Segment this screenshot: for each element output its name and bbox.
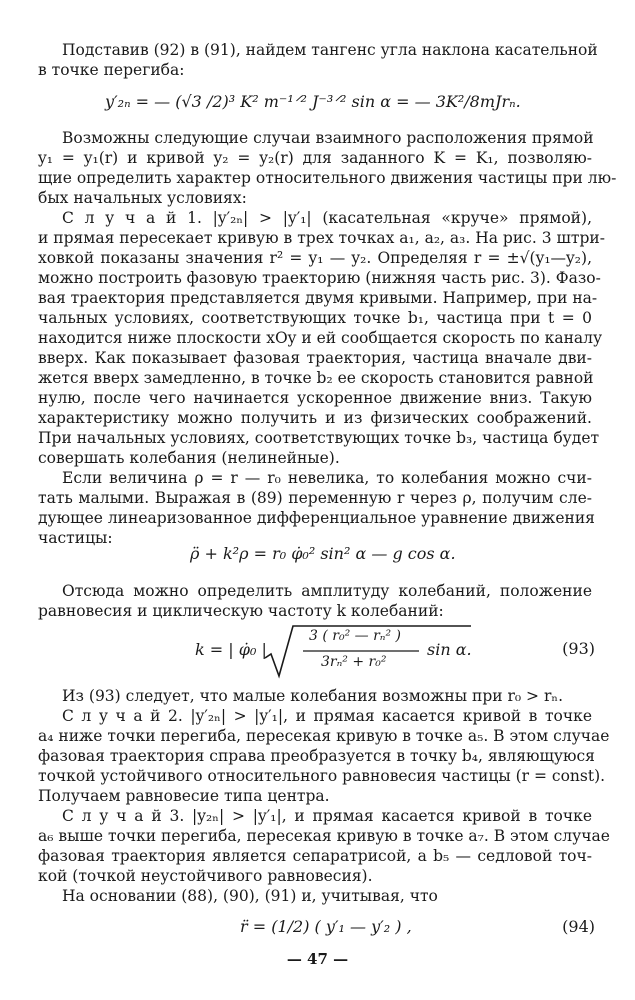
text-line: Отсюда можно определить амплитуду колебаний, положение — [62, 582, 592, 600]
text-line: щие определить характер относительного движения частицы при лю- — [38, 169, 617, 187]
text-line: можно построить фазовую траекторию (нижняя часть рис. 3). Фазо- — [38, 269, 601, 287]
text-line: фазовая траектория справа преобразуется в точку b₄, являющуюся — [38, 747, 595, 765]
text-line: нулю, после чего начинается ускоренное движение вниз. Такую — [38, 389, 592, 407]
text-line: a₄ ниже точки перегиба, пересекая кривую в точке a₅. В этом случае — [38, 727, 610, 745]
text-line: Если величина ρ = r — r₀ невелика, то колебания можно счи- — [62, 469, 592, 487]
equation-number-93: (93) — [562, 639, 595, 658]
text-line: Подставив (92) в (91), найдем тангенс угла наклона касательной — [62, 41, 598, 59]
text-line: находится ниже плоскости xOy и ей сообщается скорость по каналу — [38, 329, 603, 347]
page-number: — 47 — — [286, 950, 349, 968]
text-line: Возможны следующие случаи взаимного расположения прямой — [62, 129, 594, 147]
formula-93-lhs: k = | φ̇₀ | — [195, 640, 267, 659]
text-line: дующее линеаризованное дифференциальное уравнение движения — [38, 509, 595, 527]
text-line: чальных условиях, соответствующих точке b₁, частица при t = 0 — [38, 309, 592, 327]
text-line: ховкой показаны значения r² = y₁ — y₂. Определяя r = ±√(y₁—y₂), — [38, 249, 592, 267]
text-line: тать малыми. Выражая в (89) переменную r через ρ, получим сле- — [38, 489, 592, 507]
text-line: При начальных условиях, соответствующих точке b₃, частица будет — [38, 429, 600, 447]
text-line: частицы: — [38, 529, 113, 547]
text-line: Получаем равновесие типа центра. — [38, 787, 330, 805]
text-line: бых начальных условиях: — [38, 189, 247, 207]
text-line: кой (точкой неустойчивого равновесия). — [38, 867, 373, 885]
text-line: С л у ч а й 3. |y₂ₙ| > |y′₁|, и прямая касается кривой в точке — [62, 807, 592, 825]
text-line: фазовая траектория является сепаратрисой, а b₅ — седловой точ- — [38, 847, 592, 865]
formula-93-numerator: 3 ( r₀² — rₙ² ) — [309, 628, 401, 644]
text-line: и прямая пересекает кривую в трех точках a₁, a₂, a₃. На рис. 3 штри- — [38, 229, 605, 247]
formula-tangent: y′₂ₙ = — (√3 /2)³ K² m⁻¹ᐟ² J⁻³ᐟ² sin α = — 3K²/8mJrₙ. — [105, 92, 521, 111]
text-line: характеристику можно получить и из физических соображений. — [38, 409, 592, 427]
text-line: точкой устойчивого относительного равновесия частицы (r = const). — [38, 767, 606, 785]
text-line: жется вверх замедленно, в точке b₂ ее скорость становится равной — [38, 369, 594, 387]
text-line: в точке перегиба: — [38, 61, 185, 79]
formula-linearized: ρ̈ + k²ρ = r₀ φ̇₀² sin² α — g cos α. — [190, 544, 456, 563]
text-line: С л у ч а й 1. |y′₂ₙ| > |y′₁| (касательная «круче» прямой), — [62, 209, 592, 227]
text-line: совершать колебания (нелинейные). — [38, 449, 340, 467]
equation-number-94: (94) — [562, 917, 595, 936]
text-line: a₆ выше точки перегиба, пересекая кривую в точке a₇. В этом случае — [38, 827, 610, 845]
text-line: Из (93) следует, что малые колебания возможны при r₀ > rₙ. — [62, 687, 564, 705]
formula-94: r̈ = (1/2) ( y′₁ — y′₂ ) , — [240, 917, 412, 936]
text-line: На основании (88), (90), (91) и, учитывая, что — [62, 887, 438, 905]
formula-93-denominator: 3rₙ² + r₀² — [321, 654, 387, 670]
text-line: y₁ = y₁(r) и кривой y₂ = y₂(r) для заданного K = K₁, позволяю- — [38, 149, 592, 167]
text-line: равновесия и циклическую частоту k колебаний: — [38, 602, 444, 620]
text-line: С л у ч а й 2. |y′₂ₙ| > |y′₁|, и прямая касается кривой в точке — [62, 707, 592, 725]
text-line: вверх. Как показывает фазовая траектория, частица вначале дви- — [38, 349, 592, 367]
text-line: вая траектория представляется двумя кривыми. Например, при на- — [38, 289, 598, 307]
formula-93-rhs: sin α. — [427, 640, 472, 659]
formula-93 — [195, 622, 472, 682]
